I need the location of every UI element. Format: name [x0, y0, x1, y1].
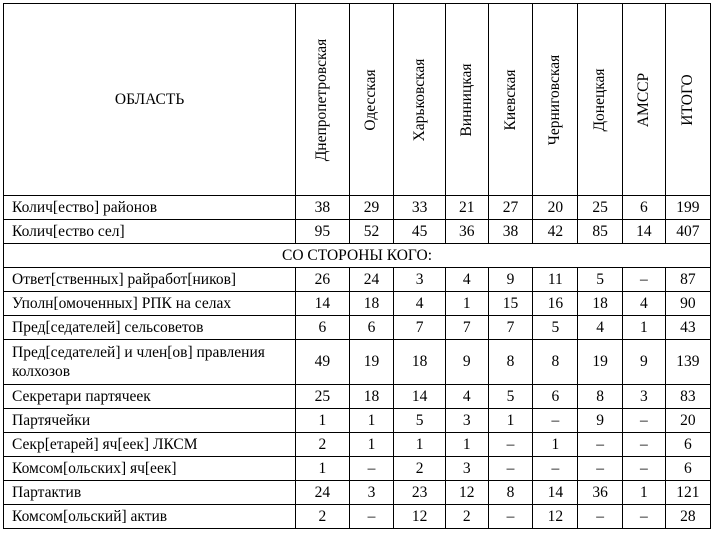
table-cell: 1 [622, 316, 665, 340]
section-row [4, 244, 711, 268]
table-cell: – [533, 409, 578, 433]
table-cell: 21 [445, 196, 488, 220]
table-cell: 12 [394, 505, 445, 529]
row-label: Партактив [4, 481, 296, 505]
table-cell: 25 [296, 385, 349, 409]
table-cell: 20 [533, 196, 578, 220]
column-header-text: АМССР [634, 72, 652, 127]
table-cell: 14 [533, 481, 578, 505]
column-header-text: Одесская [362, 68, 380, 131]
table-cell: 8 [488, 340, 533, 385]
column-header [296, 4, 349, 196]
table-cell: 7 [445, 316, 488, 340]
table-cell: – [349, 505, 394, 529]
column-header [533, 4, 578, 196]
table-cell: 49 [296, 340, 349, 385]
row-label: Колич[ество сел] [4, 220, 296, 244]
table-cell: 26 [296, 268, 349, 292]
table-cell: 2 [296, 505, 349, 529]
table-cell: 6 [665, 433, 710, 457]
table-cell: 1 [349, 409, 394, 433]
table-cell: 7 [488, 316, 533, 340]
table-cell: 3 [445, 409, 488, 433]
table-cell: 18 [578, 292, 623, 316]
table-row [4, 316, 711, 340]
table-cell: 1 [533, 433, 578, 457]
table-cell: – [622, 409, 665, 433]
column-header-text: Днепропетровская [313, 38, 331, 161]
table-cell: 6 [296, 316, 349, 340]
table-cell: 38 [488, 220, 533, 244]
table-cell: 1 [488, 409, 533, 433]
table-cell: 38 [296, 196, 349, 220]
table-cell: 19 [349, 340, 394, 385]
table-cell: 8 [578, 385, 623, 409]
column-header-text: Донецкая [591, 67, 609, 132]
table-cell: 1 [622, 481, 665, 505]
table-cell: – [578, 457, 623, 481]
table-row [4, 505, 711, 529]
header-row [4, 4, 711, 196]
table-cell: 23 [394, 481, 445, 505]
table-cell: – [622, 433, 665, 457]
column-header [488, 4, 533, 196]
table-cell: 3 [349, 481, 394, 505]
table-row [4, 409, 711, 433]
table-cell: 95 [296, 220, 349, 244]
table-row [4, 481, 711, 505]
table-cell: 9 [488, 268, 533, 292]
column-header [622, 4, 665, 196]
table-cell: 5 [394, 409, 445, 433]
table-cell: – [349, 457, 394, 481]
table-row [4, 340, 711, 385]
table-cell: 43 [665, 316, 710, 340]
table-cell: 85 [578, 220, 623, 244]
table-row [4, 292, 711, 316]
table-cell: 6 [533, 385, 578, 409]
table-cell: 12 [445, 481, 488, 505]
column-header-text: Киевская [501, 69, 519, 130]
table-cell: 45 [394, 220, 445, 244]
table-cell: 28 [665, 505, 710, 529]
table-cell: – [488, 433, 533, 457]
table-cell: 4 [578, 316, 623, 340]
table-row [4, 196, 711, 220]
table-cell: – [533, 457, 578, 481]
table-cell: 6 [349, 316, 394, 340]
table-cell: – [578, 505, 623, 529]
table-cell: 4 [394, 292, 445, 316]
table-cell: 29 [349, 196, 394, 220]
column-header-text: Винницкая [457, 62, 475, 137]
table-cell: 16 [533, 292, 578, 316]
column-header [394, 4, 445, 196]
table-cell: 1 [296, 409, 349, 433]
table-cell: 18 [349, 385, 394, 409]
row-label: Уполн[омоченных] РПК на селах [4, 292, 296, 316]
table-cell: 42 [533, 220, 578, 244]
table-cell: 5 [488, 385, 533, 409]
table-cell: 19 [578, 340, 623, 385]
table-cell: 9 [445, 340, 488, 385]
column-header [665, 4, 710, 196]
table-cell: 14 [296, 292, 349, 316]
table-cell: 2 [445, 505, 488, 529]
table-cell: 15 [488, 292, 533, 316]
table-cell: 6 [622, 196, 665, 220]
table-cell: 6 [665, 457, 710, 481]
table-cell: 9 [622, 340, 665, 385]
table-cell: – [488, 457, 533, 481]
table-cell: 4 [622, 292, 665, 316]
column-header [578, 4, 623, 196]
table-cell: – [622, 268, 665, 292]
table-cell: 87 [665, 268, 710, 292]
column-header-text: ИТОГО [678, 73, 696, 126]
table-cell: 2 [394, 457, 445, 481]
table-row [4, 457, 711, 481]
table-cell: 199 [665, 196, 710, 220]
region-header: ОБЛАСТЬ [4, 4, 296, 196]
row-label: Пред[седателей] сельсоветов [4, 316, 296, 340]
table-cell: 12 [533, 505, 578, 529]
table-cell: 20 [665, 409, 710, 433]
table-cell: 9 [578, 409, 623, 433]
table-cell: 1 [394, 433, 445, 457]
table-cell: 4 [445, 268, 488, 292]
table-cell: 8 [488, 481, 533, 505]
table-cell: 18 [349, 292, 394, 316]
table-cell: 11 [533, 268, 578, 292]
table-cell: 83 [665, 385, 710, 409]
table-cell: 36 [445, 220, 488, 244]
table-cell: 139 [665, 340, 710, 385]
table-cell: 33 [394, 196, 445, 220]
table-cell: 407 [665, 220, 710, 244]
column-header-text: Черниговская [546, 54, 564, 145]
table-cell: – [488, 505, 533, 529]
table-cell: 24 [349, 268, 394, 292]
row-label: Комсом[ольский] актив [4, 505, 296, 529]
section-title: СО СТОРОНЫ КОГО: [4, 244, 711, 268]
table-cell: 14 [622, 220, 665, 244]
table-cell: 3 [445, 457, 488, 481]
column-header [349, 4, 394, 196]
table-cell: 3 [394, 268, 445, 292]
statistics-table [3, 3, 711, 529]
table-cell: 5 [533, 316, 578, 340]
row-label: Пред[седателей] и член[ов] правления колхозов [4, 340, 296, 385]
table-cell: 1 [296, 457, 349, 481]
table-cell: – [622, 505, 665, 529]
row-label: Секр[етарей] яч[еек] ЛКСМ [4, 433, 296, 457]
row-label: Колич[ество] районов [4, 196, 296, 220]
table-cell: 7 [394, 316, 445, 340]
table-cell: 1 [349, 433, 394, 457]
row-label: Партячейки [4, 409, 296, 433]
table-cell: 2 [296, 433, 349, 457]
table-row [4, 268, 711, 292]
table-body [4, 196, 711, 529]
table-row [4, 385, 711, 409]
row-label: Комсом[ольских] яч[еек] [4, 457, 296, 481]
table-cell: 36 [578, 481, 623, 505]
table-cell: 24 [296, 481, 349, 505]
table-cell: 90 [665, 292, 710, 316]
table-cell: 5 [578, 268, 623, 292]
table-cell: 4 [445, 385, 488, 409]
row-label: Ответ[ственных] райработ[ников] [4, 268, 296, 292]
table-cell: 8 [533, 340, 578, 385]
table-cell: 18 [394, 340, 445, 385]
table-row [4, 433, 711, 457]
table-cell: – [578, 433, 623, 457]
table-cell: 27 [488, 196, 533, 220]
table-cell: 25 [578, 196, 623, 220]
column-header [445, 4, 488, 196]
table-cell: 1 [445, 433, 488, 457]
table-cell: – [622, 457, 665, 481]
table-cell: 121 [665, 481, 710, 505]
table-row [4, 220, 711, 244]
row-label: Секретари партячеек [4, 385, 296, 409]
column-header-text: Харьковская [410, 58, 428, 141]
table-cell: 3 [622, 385, 665, 409]
table-cell: 14 [394, 385, 445, 409]
table-cell: 1 [445, 292, 488, 316]
table-cell: 52 [349, 220, 394, 244]
